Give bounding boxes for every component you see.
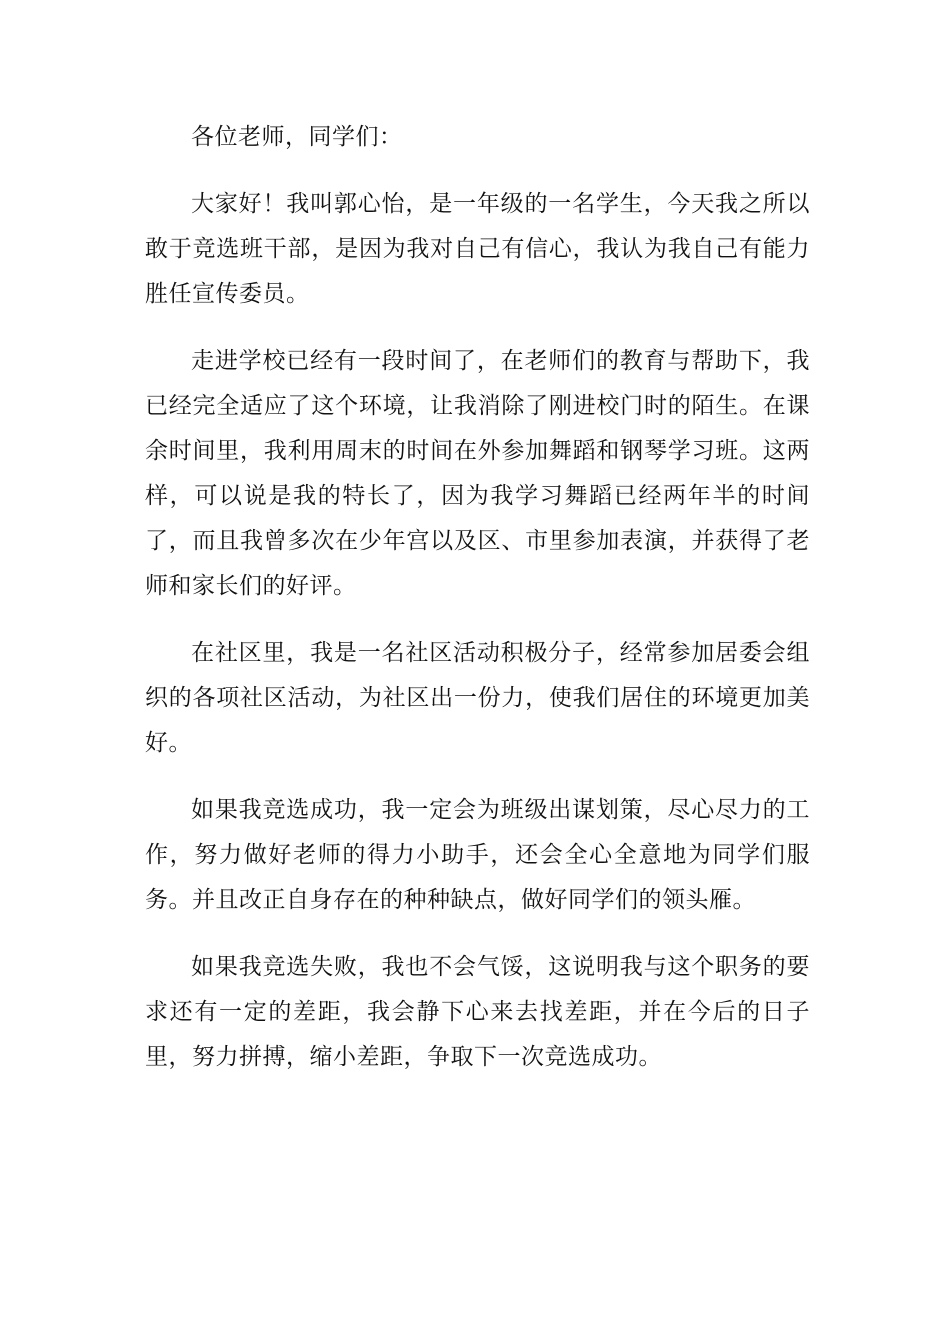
speech-text	[145, 115, 810, 1102]
salutation: 各位老师，同学们：	[191, 124, 403, 150]
paragraph-if-success: 如果我竞选成功，我一定会为班级出谋划策，尽心尽力的工作，努力做好老师的得力小助手，还会全心全意地为同学们服务。并且改正自身存在的种种缺点，做好同学们的领头雁。	[145, 797, 810, 913]
paragraph-community: 在社区里，我是一名社区活动积极分子，经常参加居委会组织的各项社区活动，为社区出一份力，使我们居住的环境更加美好。	[145, 640, 810, 756]
paragraph-if-fail: 如果我竞选失败，我也不会气馁，这说明我与这个职务的要求还有一定的差距，我会静下心来去找差距，并在今后的日子里，努力拼搏，缩小差距，争取下一次竞选成功。	[145, 954, 810, 1070]
paragraph-school-life: 走进学校已经有一段时间了，在老师们的教育与帮助下，我已经完全适应了这个环境，让我消除了刚进校门时的陌生。在课余时间里，我利用周末的时间在外参加舞蹈和钢琴学习班。这两样，可以说是我的特长了，因为我学习舞蹈已经两年半的时间了，而且我曾多次在少年宫以及区、市里参加表演，并获得了老师和家长们的好评。	[145, 348, 810, 599]
paragraph-introduction: 大家好！我叫郭心怡，是一年级的一名学生，今天我之所以敢于竞选班干部，是因为我对自己有信心，我认为我自己有能力胜任宣传委员。	[145, 191, 810, 307]
